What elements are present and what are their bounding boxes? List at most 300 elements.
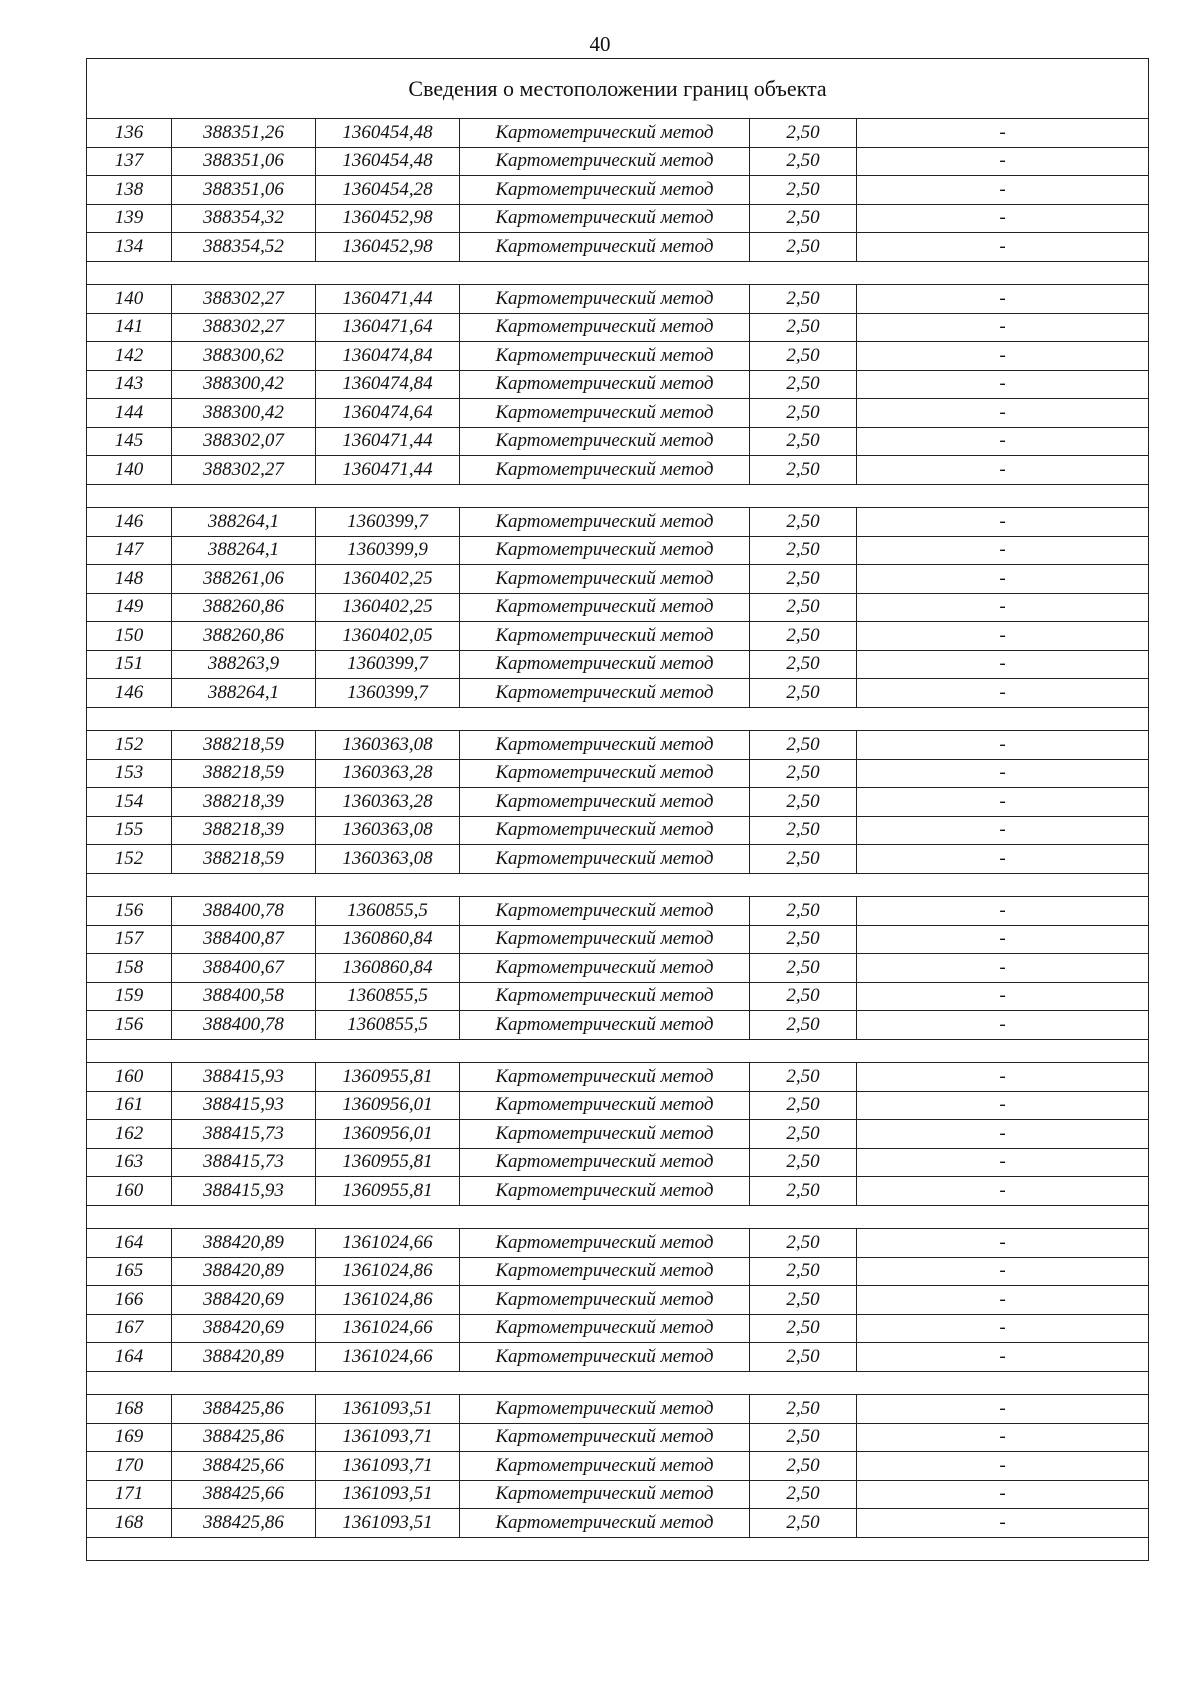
x-coordinate-cell: 388354,52	[172, 233, 316, 262]
table-row	[87, 1063, 1149, 1092]
accuracy-cell: 2,50	[750, 1177, 857, 1206]
table-row	[87, 1343, 1149, 1372]
point-number-cell: 148	[87, 565, 172, 594]
group-separator-row	[87, 707, 1149, 731]
table-row	[87, 1177, 1149, 1206]
group-separator-row	[87, 1205, 1149, 1229]
method-cell: Картометрический метод	[460, 1480, 750, 1509]
y-coordinate-cell: 1360454,28	[316, 176, 460, 205]
point-number-cell: 149	[87, 593, 172, 622]
table-row	[87, 982, 1149, 1011]
x-coordinate-cell: 388218,59	[172, 759, 316, 788]
x-coordinate-cell: 388425,86	[172, 1395, 316, 1424]
y-coordinate-cell: 1360454,48	[316, 119, 460, 148]
table-row	[87, 536, 1149, 565]
point-number-cell: 146	[87, 508, 172, 537]
x-coordinate-cell: 388351,06	[172, 147, 316, 176]
point-number-cell: 152	[87, 731, 172, 760]
description-cell: -	[857, 788, 1149, 817]
description-cell: -	[857, 759, 1149, 788]
table-row	[87, 565, 1149, 594]
description-cell: -	[857, 1343, 1149, 1372]
table-row	[87, 370, 1149, 399]
table-row	[87, 1395, 1149, 1424]
y-coordinate-cell: 1360474,84	[316, 342, 460, 371]
accuracy-cell: 2,50	[750, 285, 857, 314]
x-coordinate-cell: 388300,42	[172, 370, 316, 399]
point-number-cell: 147	[87, 536, 172, 565]
description-cell: -	[857, 176, 1149, 205]
method-cell: Картометрический метод	[460, 731, 750, 760]
y-coordinate-cell: 1360452,98	[316, 233, 460, 262]
table-row	[87, 788, 1149, 817]
table-row	[87, 816, 1149, 845]
description-cell: -	[857, 1063, 1149, 1092]
table-row	[87, 313, 1149, 342]
point-number-cell: 162	[87, 1120, 172, 1149]
table-row	[87, 399, 1149, 428]
group-separator-cell	[87, 1371, 1149, 1395]
method-cell: Картометрический метод	[460, 1452, 750, 1481]
method-cell: Картометрический метод	[460, 370, 750, 399]
method-cell: Картометрический метод	[460, 788, 750, 817]
description-cell: -	[857, 342, 1149, 371]
table-row	[87, 1286, 1149, 1315]
description-cell: -	[857, 119, 1149, 148]
table-row	[87, 759, 1149, 788]
accuracy-cell: 2,50	[750, 399, 857, 428]
y-coordinate-cell: 1360474,84	[316, 370, 460, 399]
table-row	[87, 1257, 1149, 1286]
x-coordinate-cell: 388415,73	[172, 1120, 316, 1149]
boundary-table	[86, 58, 1149, 1561]
accuracy-cell: 2,50	[750, 1063, 857, 1092]
method-cell: Картометрический метод	[460, 508, 750, 537]
description-cell: -	[857, 1011, 1149, 1040]
description-cell: -	[857, 399, 1149, 428]
description-cell: -	[857, 456, 1149, 485]
x-coordinate-cell: 388300,42	[172, 399, 316, 428]
method-cell: Картометрический метод	[460, 845, 750, 874]
description-cell: -	[857, 1120, 1149, 1149]
method-cell: Картометрический метод	[460, 925, 750, 954]
method-cell: Картометрический метод	[460, 427, 750, 456]
point-number-cell: 156	[87, 1011, 172, 1040]
x-coordinate-cell: 388400,78	[172, 1011, 316, 1040]
method-cell: Картометрический метод	[460, 1091, 750, 1120]
x-coordinate-cell: 388302,27	[172, 285, 316, 314]
x-coordinate-cell: 388415,93	[172, 1091, 316, 1120]
method-cell: Картометрический метод	[460, 954, 750, 983]
point-number-cell: 168	[87, 1395, 172, 1424]
y-coordinate-cell: 1361024,66	[316, 1343, 460, 1372]
table-row	[87, 1011, 1149, 1040]
accuracy-cell: 2,50	[750, 1148, 857, 1177]
accuracy-cell: 2,50	[750, 897, 857, 926]
x-coordinate-cell: 388218,39	[172, 816, 316, 845]
point-number-cell: 152	[87, 845, 172, 874]
x-coordinate-cell: 388218,39	[172, 788, 316, 817]
y-coordinate-cell: 1360855,5	[316, 1011, 460, 1040]
point-number-cell: 155	[87, 816, 172, 845]
method-cell: Картометрический метод	[460, 679, 750, 708]
y-coordinate-cell: 1360956,01	[316, 1120, 460, 1149]
method-cell: Картометрический метод	[460, 1343, 750, 1372]
table-row	[87, 1423, 1149, 1452]
point-number-cell: 156	[87, 897, 172, 926]
point-number-cell: 160	[87, 1063, 172, 1092]
point-number-cell: 144	[87, 399, 172, 428]
description-cell: -	[857, 370, 1149, 399]
x-coordinate-cell: 388260,86	[172, 593, 316, 622]
description-cell: -	[857, 679, 1149, 708]
y-coordinate-cell: 1360855,5	[316, 897, 460, 926]
x-coordinate-cell: 388425,66	[172, 1480, 316, 1509]
point-number-cell: 140	[87, 285, 172, 314]
accuracy-cell: 2,50	[750, 1314, 857, 1343]
group-separator-cell	[87, 261, 1149, 285]
accuracy-cell: 2,50	[750, 788, 857, 817]
x-coordinate-cell: 388263,9	[172, 650, 316, 679]
point-number-cell: 150	[87, 622, 172, 651]
accuracy-cell: 2,50	[750, 313, 857, 342]
x-coordinate-cell: 388425,86	[172, 1509, 316, 1538]
y-coordinate-cell: 1360471,44	[316, 456, 460, 485]
description-cell: -	[857, 1229, 1149, 1258]
group-separator-row	[87, 1371, 1149, 1395]
table-row	[87, 1091, 1149, 1120]
x-coordinate-cell: 388218,59	[172, 845, 316, 874]
accuracy-cell: 2,50	[750, 759, 857, 788]
method-cell: Картометрический метод	[460, 204, 750, 233]
method-cell: Картометрический метод	[460, 1177, 750, 1206]
description-cell: -	[857, 845, 1149, 874]
point-number-cell: 167	[87, 1314, 172, 1343]
y-coordinate-cell: 1361093,71	[316, 1423, 460, 1452]
description-cell: -	[857, 1257, 1149, 1286]
point-number-cell: 163	[87, 1148, 172, 1177]
description-cell: -	[857, 1395, 1149, 1424]
accuracy-cell: 2,50	[750, 233, 857, 262]
x-coordinate-cell: 388218,59	[172, 731, 316, 760]
group-separator-cell	[87, 1205, 1149, 1229]
method-cell: Картометрический метод	[460, 816, 750, 845]
description-cell: -	[857, 593, 1149, 622]
description-cell: -	[857, 925, 1149, 954]
accuracy-cell: 2,50	[750, 1091, 857, 1120]
group-separator-row	[87, 1039, 1149, 1063]
y-coordinate-cell: 1360402,25	[316, 565, 460, 594]
accuracy-cell: 2,50	[750, 925, 857, 954]
table-row	[87, 1148, 1149, 1177]
table-row	[87, 845, 1149, 874]
method-cell: Картометрический метод	[460, 285, 750, 314]
x-coordinate-cell: 388351,26	[172, 119, 316, 148]
description-cell: -	[857, 427, 1149, 456]
x-coordinate-cell: 388425,86	[172, 1423, 316, 1452]
x-coordinate-cell: 388415,93	[172, 1177, 316, 1206]
table-row	[87, 731, 1149, 760]
y-coordinate-cell: 1361024,66	[316, 1229, 460, 1258]
description-cell: -	[857, 565, 1149, 594]
point-number-cell: 161	[87, 1091, 172, 1120]
point-number-cell: 134	[87, 233, 172, 262]
accuracy-cell: 2,50	[750, 1257, 857, 1286]
y-coordinate-cell: 1361093,51	[316, 1480, 460, 1509]
x-coordinate-cell: 388261,06	[172, 565, 316, 594]
table-row	[87, 925, 1149, 954]
point-number-cell: 157	[87, 925, 172, 954]
table-row	[87, 1452, 1149, 1481]
point-number-cell: 142	[87, 342, 172, 371]
accuracy-cell: 2,50	[750, 119, 857, 148]
accuracy-cell: 2,50	[750, 204, 857, 233]
y-coordinate-cell: 1361093,51	[316, 1509, 460, 1538]
accuracy-cell: 2,50	[750, 622, 857, 651]
point-number-cell: 166	[87, 1286, 172, 1315]
y-coordinate-cell: 1361024,66	[316, 1314, 460, 1343]
x-coordinate-cell: 388264,1	[172, 679, 316, 708]
table-row	[87, 650, 1149, 679]
y-coordinate-cell: 1360399,7	[316, 679, 460, 708]
x-coordinate-cell: 388420,69	[172, 1314, 316, 1343]
table-row	[87, 1314, 1149, 1343]
y-coordinate-cell: 1360363,08	[316, 731, 460, 760]
method-cell: Картометрический метод	[460, 1120, 750, 1149]
accuracy-cell: 2,50	[750, 565, 857, 594]
table-row	[87, 593, 1149, 622]
point-number-cell: 164	[87, 1343, 172, 1372]
x-coordinate-cell: 388354,32	[172, 204, 316, 233]
group-separator-row	[87, 1537, 1149, 1561]
method-cell: Картометрический метод	[460, 1063, 750, 1092]
y-coordinate-cell: 1361093,51	[316, 1395, 460, 1424]
table-row	[87, 1480, 1149, 1509]
x-coordinate-cell: 388420,69	[172, 1286, 316, 1315]
point-number-cell: 143	[87, 370, 172, 399]
point-number-cell: 170	[87, 1452, 172, 1481]
method-cell: Картометрический метод	[460, 456, 750, 485]
boundary-table-body	[87, 59, 1149, 1561]
table-row	[87, 147, 1149, 176]
method-cell: Картометрический метод	[460, 897, 750, 926]
description-cell: -	[857, 313, 1149, 342]
y-coordinate-cell: 1360860,84	[316, 954, 460, 983]
description-cell: -	[857, 508, 1149, 537]
point-number-cell: 169	[87, 1423, 172, 1452]
accuracy-cell: 2,50	[750, 982, 857, 1011]
y-coordinate-cell: 1360452,98	[316, 204, 460, 233]
accuracy-cell: 2,50	[750, 176, 857, 205]
method-cell: Картометрический метод	[460, 565, 750, 594]
description-cell: -	[857, 897, 1149, 926]
table-title-row	[87, 59, 1149, 119]
x-coordinate-cell: 388400,58	[172, 982, 316, 1011]
x-coordinate-cell: 388302,07	[172, 427, 316, 456]
description-cell: -	[857, 731, 1149, 760]
method-cell: Картометрический метод	[460, 593, 750, 622]
accuracy-cell: 2,50	[750, 508, 857, 537]
group-separator-cell	[87, 1537, 1149, 1561]
accuracy-cell: 2,50	[750, 1480, 857, 1509]
table-row	[87, 1229, 1149, 1258]
point-number-cell: 160	[87, 1177, 172, 1206]
point-number-cell: 138	[87, 176, 172, 205]
description-cell: -	[857, 1480, 1149, 1509]
table-row	[87, 176, 1149, 205]
group-separator-cell	[87, 873, 1149, 897]
method-cell: Картометрический метод	[460, 313, 750, 342]
y-coordinate-cell: 1360454,48	[316, 147, 460, 176]
point-number-cell: 159	[87, 982, 172, 1011]
x-coordinate-cell: 388420,89	[172, 1257, 316, 1286]
table-row	[87, 204, 1149, 233]
method-cell: Картометрический метод	[460, 759, 750, 788]
accuracy-cell: 2,50	[750, 1011, 857, 1040]
y-coordinate-cell: 1360399,9	[316, 536, 460, 565]
table-row	[87, 456, 1149, 485]
y-coordinate-cell: 1360399,7	[316, 508, 460, 537]
y-coordinate-cell: 1360955,81	[316, 1148, 460, 1177]
description-cell: -	[857, 536, 1149, 565]
point-number-cell: 139	[87, 204, 172, 233]
y-coordinate-cell: 1360363,28	[316, 788, 460, 817]
method-cell: Картометрический метод	[460, 399, 750, 428]
accuracy-cell: 2,50	[750, 731, 857, 760]
point-number-cell: 153	[87, 759, 172, 788]
group-separator-cell	[87, 1039, 1149, 1063]
accuracy-cell: 2,50	[750, 650, 857, 679]
y-coordinate-cell: 1361024,86	[316, 1257, 460, 1286]
accuracy-cell: 2,50	[750, 1343, 857, 1372]
description-cell: -	[857, 147, 1149, 176]
accuracy-cell: 2,50	[750, 816, 857, 845]
point-number-cell: 154	[87, 788, 172, 817]
y-coordinate-cell: 1360471,64	[316, 313, 460, 342]
x-coordinate-cell: 388351,06	[172, 176, 316, 205]
y-coordinate-cell: 1360474,64	[316, 399, 460, 428]
group-separator-cell	[87, 707, 1149, 731]
group-separator-row	[87, 484, 1149, 508]
page-number: 40	[589, 32, 611, 56]
accuracy-cell: 2,50	[750, 845, 857, 874]
point-number-cell: 171	[87, 1480, 172, 1509]
group-separator-cell	[87, 484, 1149, 508]
accuracy-cell: 2,50	[750, 1120, 857, 1149]
group-separator-row	[87, 873, 1149, 897]
accuracy-cell: 2,50	[750, 1452, 857, 1481]
x-coordinate-cell: 388264,1	[172, 536, 316, 565]
method-cell: Картометрический метод	[460, 1257, 750, 1286]
method-cell: Картометрический метод	[460, 1423, 750, 1452]
y-coordinate-cell: 1360399,7	[316, 650, 460, 679]
accuracy-cell: 2,50	[750, 536, 857, 565]
accuracy-cell: 2,50	[750, 1395, 857, 1424]
table-row	[87, 342, 1149, 371]
boundary-table-container	[86, 58, 1148, 1561]
x-coordinate-cell: 388302,27	[172, 456, 316, 485]
description-cell: -	[857, 1286, 1149, 1315]
accuracy-cell: 2,50	[750, 370, 857, 399]
x-coordinate-cell: 388420,89	[172, 1229, 316, 1258]
accuracy-cell: 2,50	[750, 1229, 857, 1258]
description-cell: -	[857, 954, 1149, 983]
x-coordinate-cell: 388302,27	[172, 313, 316, 342]
description-cell: -	[857, 650, 1149, 679]
method-cell: Картометрический метод	[460, 147, 750, 176]
point-number-cell: 141	[87, 313, 172, 342]
y-coordinate-cell: 1360363,08	[316, 845, 460, 874]
table-title: Сведения о местоположении границ объекта	[87, 59, 1149, 119]
method-cell: Картометрический метод	[460, 1286, 750, 1315]
description-cell: -	[857, 204, 1149, 233]
table-row	[87, 622, 1149, 651]
y-coordinate-cell: 1360471,44	[316, 285, 460, 314]
accuracy-cell: 2,50	[750, 147, 857, 176]
point-number-cell: 158	[87, 954, 172, 983]
y-coordinate-cell: 1360402,25	[316, 593, 460, 622]
method-cell: Картометрический метод	[460, 622, 750, 651]
table-row	[87, 954, 1149, 983]
group-separator-row	[87, 261, 1149, 285]
description-cell: -	[857, 1177, 1149, 1206]
method-cell: Картометрический метод	[460, 650, 750, 679]
accuracy-cell: 2,50	[750, 1423, 857, 1452]
point-number-cell: 140	[87, 456, 172, 485]
point-number-cell: 137	[87, 147, 172, 176]
table-row	[87, 285, 1149, 314]
accuracy-cell: 2,50	[750, 342, 857, 371]
table-row	[87, 1120, 1149, 1149]
description-cell: -	[857, 1314, 1149, 1343]
method-cell: Картометрический метод	[460, 536, 750, 565]
table-row	[87, 679, 1149, 708]
method-cell: Картометрический метод	[460, 1148, 750, 1177]
method-cell: Картометрический метод	[460, 233, 750, 262]
accuracy-cell: 2,50	[750, 679, 857, 708]
point-number-cell: 136	[87, 119, 172, 148]
table-row	[87, 1509, 1149, 1538]
accuracy-cell: 2,50	[750, 427, 857, 456]
accuracy-cell: 2,50	[750, 954, 857, 983]
y-coordinate-cell: 1361024,86	[316, 1286, 460, 1315]
x-coordinate-cell: 388400,78	[172, 897, 316, 926]
accuracy-cell: 2,50	[750, 456, 857, 485]
point-number-cell: 168	[87, 1509, 172, 1538]
x-coordinate-cell: 388425,66	[172, 1452, 316, 1481]
table-row	[87, 427, 1149, 456]
method-cell: Картометрический метод	[460, 982, 750, 1011]
point-number-cell: 164	[87, 1229, 172, 1258]
y-coordinate-cell: 1360855,5	[316, 982, 460, 1011]
x-coordinate-cell: 388300,62	[172, 342, 316, 371]
description-cell: -	[857, 982, 1149, 1011]
y-coordinate-cell: 1360956,01	[316, 1091, 460, 1120]
x-coordinate-cell: 388400,87	[172, 925, 316, 954]
x-coordinate-cell: 388400,67	[172, 954, 316, 983]
description-cell: -	[857, 816, 1149, 845]
point-number-cell: 165	[87, 1257, 172, 1286]
accuracy-cell: 2,50	[750, 1509, 857, 1538]
method-cell: Картометрический метод	[460, 1011, 750, 1040]
description-cell: -	[857, 1148, 1149, 1177]
method-cell: Картометрический метод	[460, 119, 750, 148]
y-coordinate-cell: 1360363,28	[316, 759, 460, 788]
accuracy-cell: 2,50	[750, 1286, 857, 1315]
x-coordinate-cell: 388415,93	[172, 1063, 316, 1092]
y-coordinate-cell: 1361093,71	[316, 1452, 460, 1481]
table-row	[87, 233, 1149, 262]
